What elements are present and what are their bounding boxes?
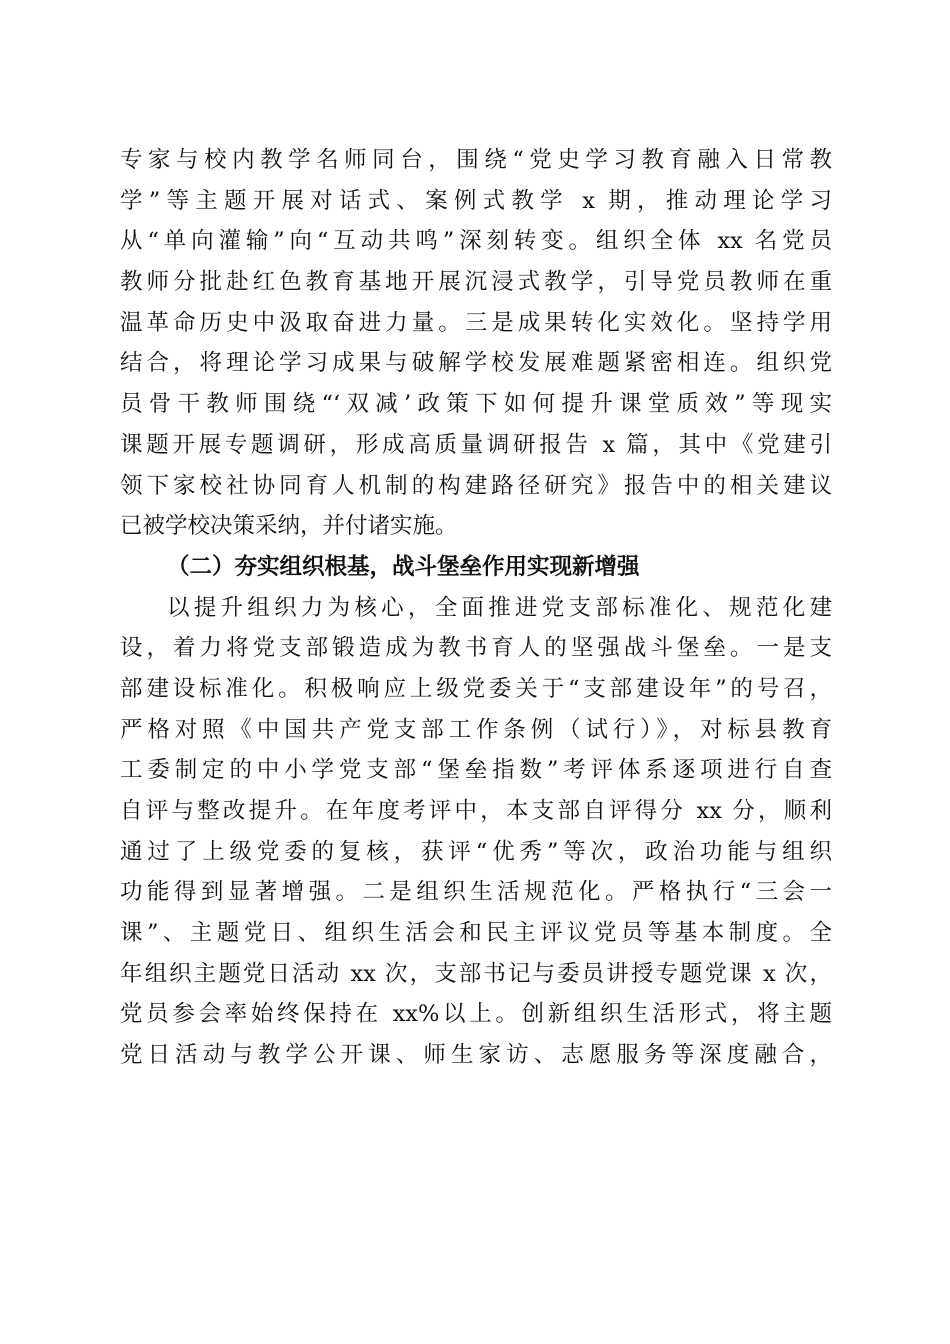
- text-line: 部建设标准化。积极响应上级党委关于“支部建设年”的号召，: [120, 675, 832, 702]
- text-line: 结合，将理论学习成果与破解学校发展难题紧密相连。组织党: [120, 350, 832, 377]
- text-line: 教师分批赴红色教育基地开展沉浸式教学，引导党员教师在重: [120, 269, 832, 296]
- text-line: 自评与整改提升。在年度考评中，本支部自评得分 xx 分，顺利: [120, 798, 832, 824]
- text-line: 设，着力将党支部锻造成为教书育人的坚强战斗堡垒。一是支: [120, 635, 832, 662]
- text-line: 学”等主题开展对话式、案例式教学 x 期，推动理论学习: [120, 187, 832, 214]
- text-line: 工委制定的中小学党支部“堡垒指数”考评体系逐项进行自查: [120, 757, 832, 784]
- text-line: 年组织主题党日活动 xx 次，支部书记与委员讲授专题党课 x 次，: [120, 960, 832, 987]
- text-line: 党日活动与教学公开课、师生家访、志愿服务等深度融合，: [120, 1042, 832, 1069]
- text-line: 温革命历史中汲取奋进力量。三是成果转化实效化。坚持学用: [120, 309, 832, 336]
- section-heading: （二）夯实组织根基，战斗堡垒作用实现新增强: [167, 553, 640, 580]
- text-line: 已被学校决策采纳，并付诸实施。: [120, 513, 458, 540]
- text-line: 功能得到显著增强。二是组织生活规范化。严格执行“三会一: [120, 879, 832, 906]
- text-line: 员骨干教师围绕“‘双减’政策下如何提升课堂质效”等现实: [120, 391, 832, 418]
- text-line: 以提升组织力为核心，全面推进党支部标准化、规范化建: [167, 594, 832, 621]
- document-body: [120, 140, 832, 1076]
- paragraph-2: [120, 588, 832, 1076]
- text-line: 从“单向灌输”向“互动共鸣”深刻转变。组织全体 xx 名党员: [120, 228, 832, 255]
- text-line: 课题开展专题调研，形成高质量调研报告 x 篇，其中《党建引: [120, 431, 832, 458]
- paragraph-1: [120, 140, 832, 547]
- text-line: 严格对照《中国共产党支部工作条例（试行）》，对标县教育: [120, 716, 832, 743]
- text-line: 领下家校社协同育人机制的构建路径研究》报告中的相关建议: [120, 472, 832, 499]
- text-line: 课”、主题党日、组织生活会和民主评议党员等基本制度。全: [120, 920, 832, 947]
- text-line: 通过了上级党委的复核，获评“优秀”等次，政治功能与组织: [120, 838, 832, 865]
- text-line: 专家与校内教学名师同台，围绕“党史学习教育融入日常教: [120, 147, 832, 173]
- text-line: 党员参会率始终保持在 xx%以上。创新组织生活形式，将主题: [120, 1001, 832, 1028]
